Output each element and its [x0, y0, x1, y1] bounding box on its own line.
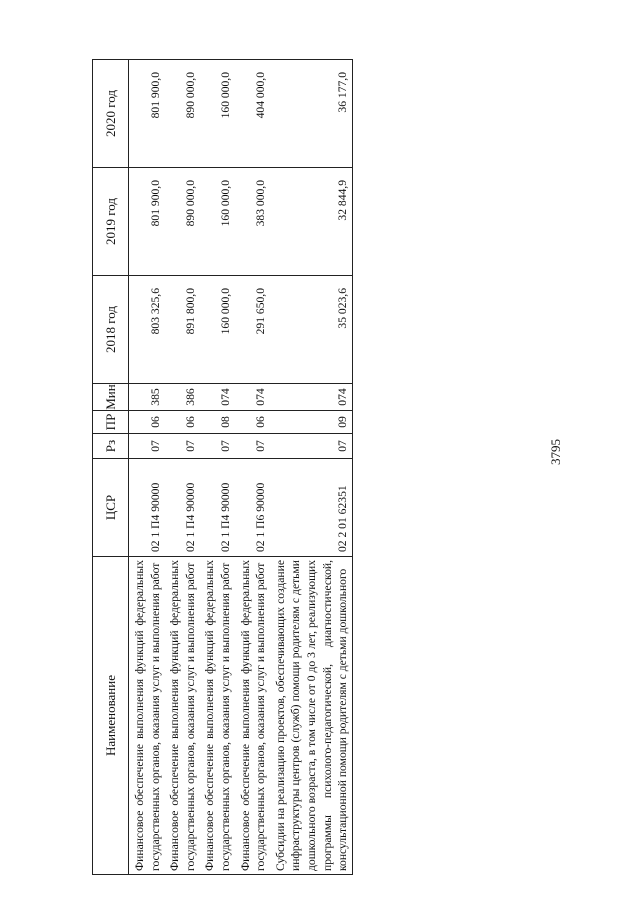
row-2019: 383 000,0 [235, 168, 270, 276]
row-min: 386 [164, 384, 199, 411]
row-rz: 07 [129, 434, 165, 459]
table-row [270, 60, 352, 875]
row-2018: 803 325,6 [129, 276, 165, 384]
row-2020: 160 000,0 [199, 60, 234, 168]
row-min: 385 [129, 384, 165, 411]
row-name: Финансовое обеспечение выполнения функций федеральных государственных органов, оказания услуг и выполнения работ [164, 557, 199, 875]
row-min: 074 [199, 384, 234, 411]
row-min: 074 [270, 384, 352, 411]
header-row [93, 60, 129, 875]
row-pr: 06 [164, 411, 199, 434]
header-name: Наименование [93, 557, 129, 875]
row-2018: 160 000,0 [199, 276, 234, 384]
header-pr: ПР [93, 411, 129, 434]
row-2019: 890 000,0 [164, 168, 199, 276]
row-name: Финансовое обеспечение выполнения функций федеральных государственных органов, оказания услуг и выполнения работ [199, 557, 234, 875]
table-row [199, 60, 234, 875]
row-2020: 801 900,0 [129, 60, 165, 168]
row-csr: 02 1 П4 90000 [129, 459, 165, 557]
header-csr: ЦСР [93, 459, 129, 557]
budget-table [92, 59, 353, 875]
row-name: Субсидии на реализацию проектов, обеспечивающих создание инфраструктуры центров (служб) помощи родителям с детьми дошкольного возраста, в том числе от 0 до 3 лет, реализующих программы психолого-педагогической, диагностической, консультационной помощи родителям с детьми дошкольного [270, 557, 352, 875]
row-rz: 07 [164, 434, 199, 459]
row-min: 074 [235, 384, 270, 411]
row-pr: 09 [270, 411, 352, 434]
header-2020: 2020 год [93, 60, 129, 168]
row-rz: 07 [235, 434, 270, 459]
row-2019: 160 000,0 [199, 168, 234, 276]
row-name: Финансовое обеспечение выполнения функций федеральных государственных органов, оказания услуг и выполнения работ [129, 557, 165, 875]
row-2019: 801 900,0 [129, 168, 165, 276]
table-row [164, 60, 199, 875]
row-pr: 06 [129, 411, 165, 434]
row-pr: 06 [235, 411, 270, 434]
row-pr: 08 [199, 411, 234, 434]
row-csr: 02 1 П4 90000 [199, 459, 234, 557]
row-csr: 02 1 П6 90000 [235, 459, 270, 557]
table-row [235, 60, 270, 875]
table-row [129, 60, 165, 875]
row-name: Финансовое обеспечение выполнения функций федеральных государственных органов, оказания услуг и выполнения работ [235, 557, 270, 875]
row-rz: 07 [270, 434, 352, 459]
page-number: 3795 [548, 439, 563, 465]
row-2020: 36 177,0 [270, 60, 352, 168]
row-csr: 02 1 П4 90000 [164, 459, 199, 557]
header-min: Мин [93, 384, 129, 411]
row-rz: 07 [199, 434, 234, 459]
row-csr: 02 2 01 62351 [270, 459, 352, 557]
row-2018: 291 650,0 [235, 276, 270, 384]
header-rz: Рз [93, 434, 129, 459]
row-2018: 891 800,0 [164, 276, 199, 384]
header-2019: 2019 год [93, 168, 129, 276]
row-2020: 890 000,0 [164, 60, 199, 168]
budget-table-region [92, 60, 592, 875]
row-2020: 404 000,0 [235, 60, 270, 168]
header-2018: 2018 год [93, 276, 129, 384]
row-2019: 32 844,9 [270, 168, 352, 276]
row-2018: 35 023,6 [270, 276, 352, 384]
